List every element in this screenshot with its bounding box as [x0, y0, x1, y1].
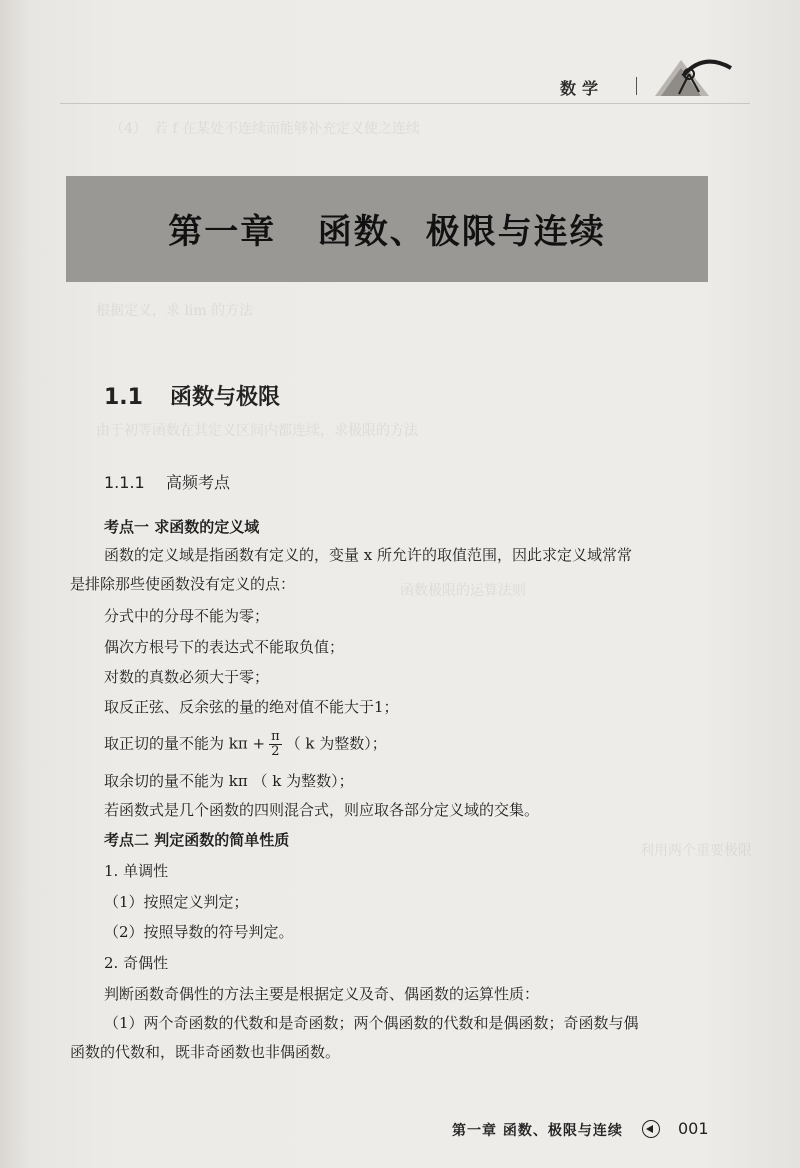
page-number: 001 [678, 1119, 709, 1138]
domain-rule-tangent [104, 730, 387, 759]
bleed-through-text: 函数极限的运算法则 [400, 583, 526, 599]
tangent-rule-text: 取正切的量不能为 kπ + [104, 734, 266, 753]
fraction-denominator: 2 [271, 744, 280, 759]
subsection-number: 1.1.1 [104, 473, 145, 492]
paragraph-line: 是排除那些使函数没有定义的点： [70, 575, 296, 593]
domain-rule: 取反正弦、反余弦的量的绝对值不能大于1； [104, 698, 399, 716]
key-point-1-title: 考点一 求函数的定义域 [104, 518, 260, 536]
property-heading: 2. 奇偶性 [104, 954, 169, 972]
domain-rule: 对数的真数必须大于零； [104, 668, 270, 686]
paragraph-line: 函数的定义域是指函数有定义的，变量 x 所允许的取值范围，因此求定义域常常 [104, 546, 632, 564]
key-point-2-title: 考点二 判定函数的简单性质 [104, 831, 290, 849]
property-item: 函数的代数和，既非奇函数也非偶函数。 [70, 1043, 341, 1061]
header-separator [636, 77, 637, 95]
chapter-title: 第一章 函数、极限与连续 [168, 212, 606, 252]
left-arrow-icon [642, 1120, 660, 1138]
footer-chapter: 第一章 函数、极限与连续 [452, 1123, 623, 1139]
fraction-numerator: π [271, 729, 280, 744]
domain-rule: 若函数式是几个函数的四则混合式，则应取各部分定义域的交集。 [104, 801, 540, 819]
section-number: 1.1 [104, 385, 143, 410]
subsection-heading [104, 470, 230, 493]
section-heading [104, 380, 280, 411]
header-rule [60, 103, 750, 104]
header-subject: 数学 [560, 79, 605, 98]
domain-rule: 取余切的量不能为 kπ （ k 为整数）； [104, 772, 354, 790]
compass-ruler-icon [655, 50, 735, 106]
domain-rule: 分式中的分母不能为零； [104, 607, 270, 625]
tangent-rule-suffix: （ k 为整数）； [285, 734, 387, 753]
property-item: （2）按照导数的符号判定。 [104, 923, 294, 941]
bleed-through-text: 利用两个重要极限 [640, 843, 752, 859]
bleed-through-text: 根据定义，求 lim 的方法 [96, 303, 254, 319]
section-title: 函数与极限 [170, 385, 281, 410]
pi-over-2-fraction [269, 730, 282, 759]
paragraph-line: 判断函数奇偶性的方法主要是根据定义及奇、偶函数的运算性质： [104, 985, 540, 1003]
domain-rule: 偶次方根号下的表达式不能取负值； [104, 638, 345, 656]
property-item: （1）两个奇函数的代数和是奇函数；两个偶函数的代数和是偶函数；奇函数与偶 [104, 1014, 639, 1032]
bleed-through-text: 由于初等函数在其定义区间内都连续，求极限的方法 [96, 423, 418, 439]
property-heading: 1. 单调性 [104, 862, 169, 880]
property-item: （1）按照定义判定； [104, 893, 249, 911]
bleed-through-text: （4） 若 f 在某处不连续而能够补充定义使之连续 [110, 121, 420, 137]
subsection-title: 高频考点 [166, 473, 231, 492]
